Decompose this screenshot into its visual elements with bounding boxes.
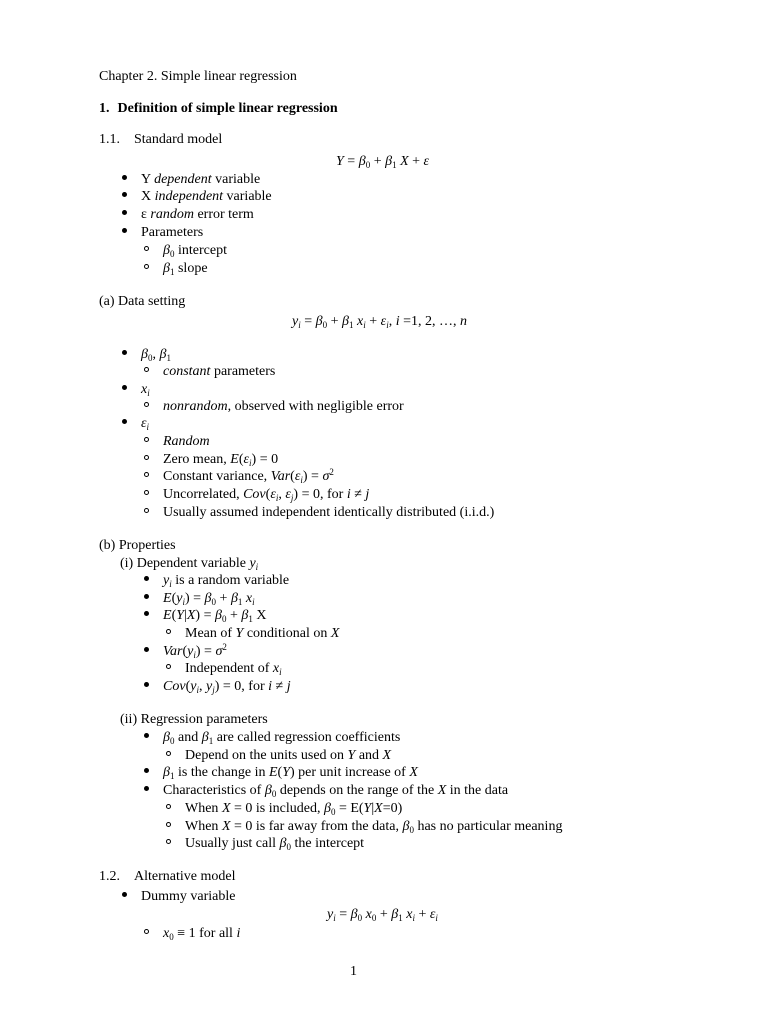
list-item: $y_i$ is a random variable: [163, 573, 290, 589]
list-item: Parameters: [141, 225, 204, 240]
list-item: $E(Y|X) = \beta_0 + \beta_1$ X: [163, 608, 267, 624]
circle-bullet-icon: [137, 433, 155, 451]
equation-alternative-model: $y_i = \beta_0$ $x_0 + \beta_1$ $x_i + \varepsilon_i$: [327, 907, 438, 923]
list-item: $x_0 \equiv 1$ for all i: [163, 926, 241, 942]
circle-bullet-icon: [137, 486, 155, 504]
list-item: ε random error term: [141, 207, 254, 222]
list-item: $\beta_1$ slope: [163, 261, 208, 277]
list-item: Usually assumed independent identically distributed (i.i.d.): [163, 505, 495, 520]
bullet-icon: [115, 206, 133, 224]
list-item: Zero mean, $E(\varepsilon_i) = 0$: [163, 452, 279, 468]
list-item: $\beta_0$ intercept: [163, 243, 227, 259]
circle-bullet-icon: [159, 660, 177, 678]
list-item: $\beta_0$, $\beta_1$: [141, 347, 171, 363]
list-item: X independent variable: [141, 189, 272, 204]
list-item: $x_i$: [141, 382, 150, 398]
bullet-icon: [115, 188, 133, 206]
list-item: When X = 0 is included, $\beta_0 = E(Y|X=0)$: [185, 801, 403, 817]
bullet-icon: [137, 607, 155, 625]
list-item: Depend on the units used on Y and X: [185, 748, 392, 763]
bullet-icon: [115, 888, 133, 906]
list-item: nonrandom, observed with negligible error: [163, 399, 404, 414]
bullet-icon: [137, 764, 155, 782]
circle-bullet-icon: [137, 242, 155, 260]
list-item: Constant variance, $Var(\varepsilon_i) = \sigma^2$: [163, 467, 334, 485]
sub-heading: (i) Dependent variable $y_i$: [120, 556, 259, 572]
list-item: Characteristics of $\beta_0$ depends on the range of the X in the data: [163, 783, 509, 799]
circle-bullet-icon: [159, 625, 177, 643]
list-item: $\varepsilon_i$: [141, 416, 150, 432]
bullet-icon: [137, 643, 155, 661]
list-item: $\beta_1$ is the change in E(Y) per unit increase of X: [163, 765, 418, 781]
bullet-icon: [115, 415, 133, 433]
circle-bullet-icon: [137, 468, 155, 486]
page-number: 1: [350, 964, 357, 979]
section-heading: 1. Definition of simple linear regression: [99, 101, 338, 116]
equation-standard-model: $Y = \beta_0 + \beta_1$ X + ε: [336, 154, 430, 170]
list-item: Mean of Y conditional on X: [185, 626, 340, 641]
bullet-icon: [137, 590, 155, 608]
bullet-icon: [115, 224, 133, 242]
list-item: Y dependent variable: [141, 172, 261, 187]
list-item: Independent of $x_i$: [185, 661, 282, 677]
circle-bullet-icon: [137, 504, 155, 522]
list-item: $E(y_i) = \beta_0 + \beta_1$ $x_i$: [163, 591, 255, 607]
circle-bullet-icon: [137, 260, 155, 278]
circle-bullet-icon: [137, 451, 155, 469]
list-item: $\beta_0$ and $\beta_1$ are called regression coefficients: [163, 730, 401, 746]
circle-bullet-icon: [137, 925, 155, 943]
list-item: $Cov(y_i$, $y_j) = 0$, for i ≠ j: [163, 679, 291, 695]
equation-data-setting: $y_i = \beta_0 + \beta_1$ $x_i + \varepsilon_i$, i =1, 2, …, n: [292, 314, 467, 330]
list-item: Uncorrelated, $Cov(\varepsilon_i$, $\varepsilon_j) = 0$, for i ≠ j: [163, 487, 370, 503]
list-item: Usually just call $\beta_0$ the intercept: [185, 836, 365, 852]
list-item: Dummy variable: [141, 889, 236, 904]
bullet-icon: [115, 171, 133, 189]
sub-heading: (ii) Regression parameters: [120, 712, 268, 727]
paragraph-heading: (a) Data setting: [99, 294, 186, 309]
circle-bullet-icon: [159, 835, 177, 853]
subsection-heading: 1.1. Standard model: [99, 132, 223, 147]
circle-bullet-icon: [159, 800, 177, 818]
bullet-icon: [137, 729, 155, 747]
subsection-heading: 1.2. Alternative model: [99, 869, 236, 884]
chapter-title: Chapter 2. Simple linear regression: [99, 69, 297, 84]
circle-bullet-icon: [137, 363, 155, 381]
bullet-icon: [115, 381, 133, 399]
circle-bullet-icon: [159, 747, 177, 765]
circle-bullet-icon: [137, 398, 155, 416]
bullet-icon: [137, 572, 155, 590]
list-item: constant parameters: [163, 364, 276, 379]
bullet-icon: [137, 782, 155, 800]
list-item: Random: [163, 434, 210, 449]
bullet-icon: [115, 346, 133, 364]
list-item: When X = 0 is far away from the data, $\beta_0$ has no particular meaning: [185, 819, 563, 835]
circle-bullet-icon: [159, 818, 177, 836]
bullet-icon: [137, 678, 155, 696]
list-item: $Var(y_i) = \sigma^2$: [163, 642, 227, 660]
paragraph-heading: (b) Properties: [99, 538, 176, 553]
